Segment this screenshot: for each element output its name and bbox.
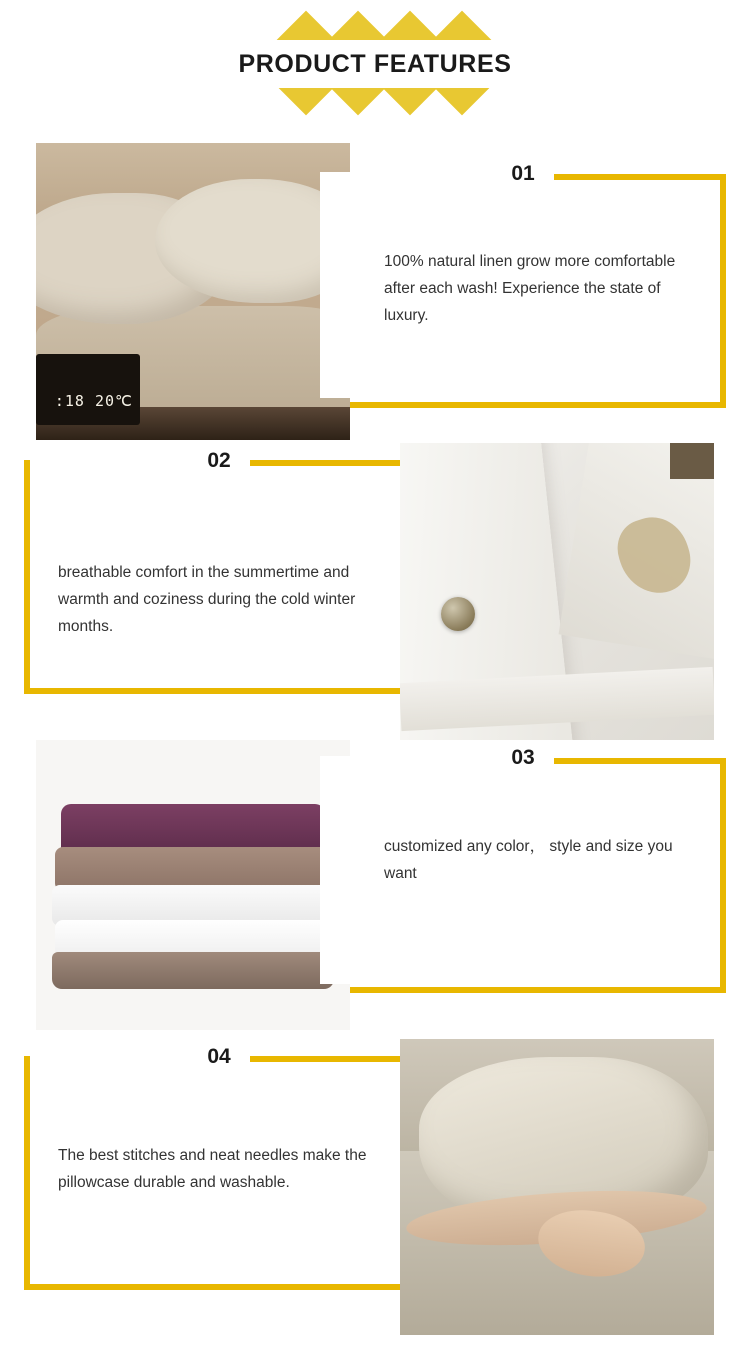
feature-block-03 [0,740,750,1045]
image-art [36,740,350,1030]
image-art [36,143,350,440]
feature-image-04 [400,1039,714,1335]
page-header [0,0,750,122]
feature-number-02: 02 [188,448,250,474]
feature-number-04: 04 [188,1044,250,1070]
feature-number-03: 03 [492,745,554,771]
clock-display: :18 20℃ [54,392,133,411]
feature-block-01 [0,143,750,448]
feature-text-01: 100% natural linen grow more comfortable after each wash! Experience the state of luxury. [384,253,676,324]
button-detail [441,597,475,631]
feature-text-02: breathable comfort in the summertime and warmth and coziness during the cold winter months. [58,564,356,635]
image-art [400,443,714,740]
feature-image-02 [400,443,714,740]
image-art [400,1039,714,1335]
feature-text-03: customized any color， style and size you want [384,838,673,882]
feature-block-02 [0,440,750,750]
feature-image-03 [36,740,350,1030]
feature-number-01: 01 [492,161,554,187]
feature-image-01 [36,143,350,440]
feature-block-04 [0,1036,750,1347]
feature-text-04: The best stitches and neat needles make the pillowcase durable and washable. [58,1147,367,1191]
page-title: PRODUCT FEATURES [238,50,512,78]
